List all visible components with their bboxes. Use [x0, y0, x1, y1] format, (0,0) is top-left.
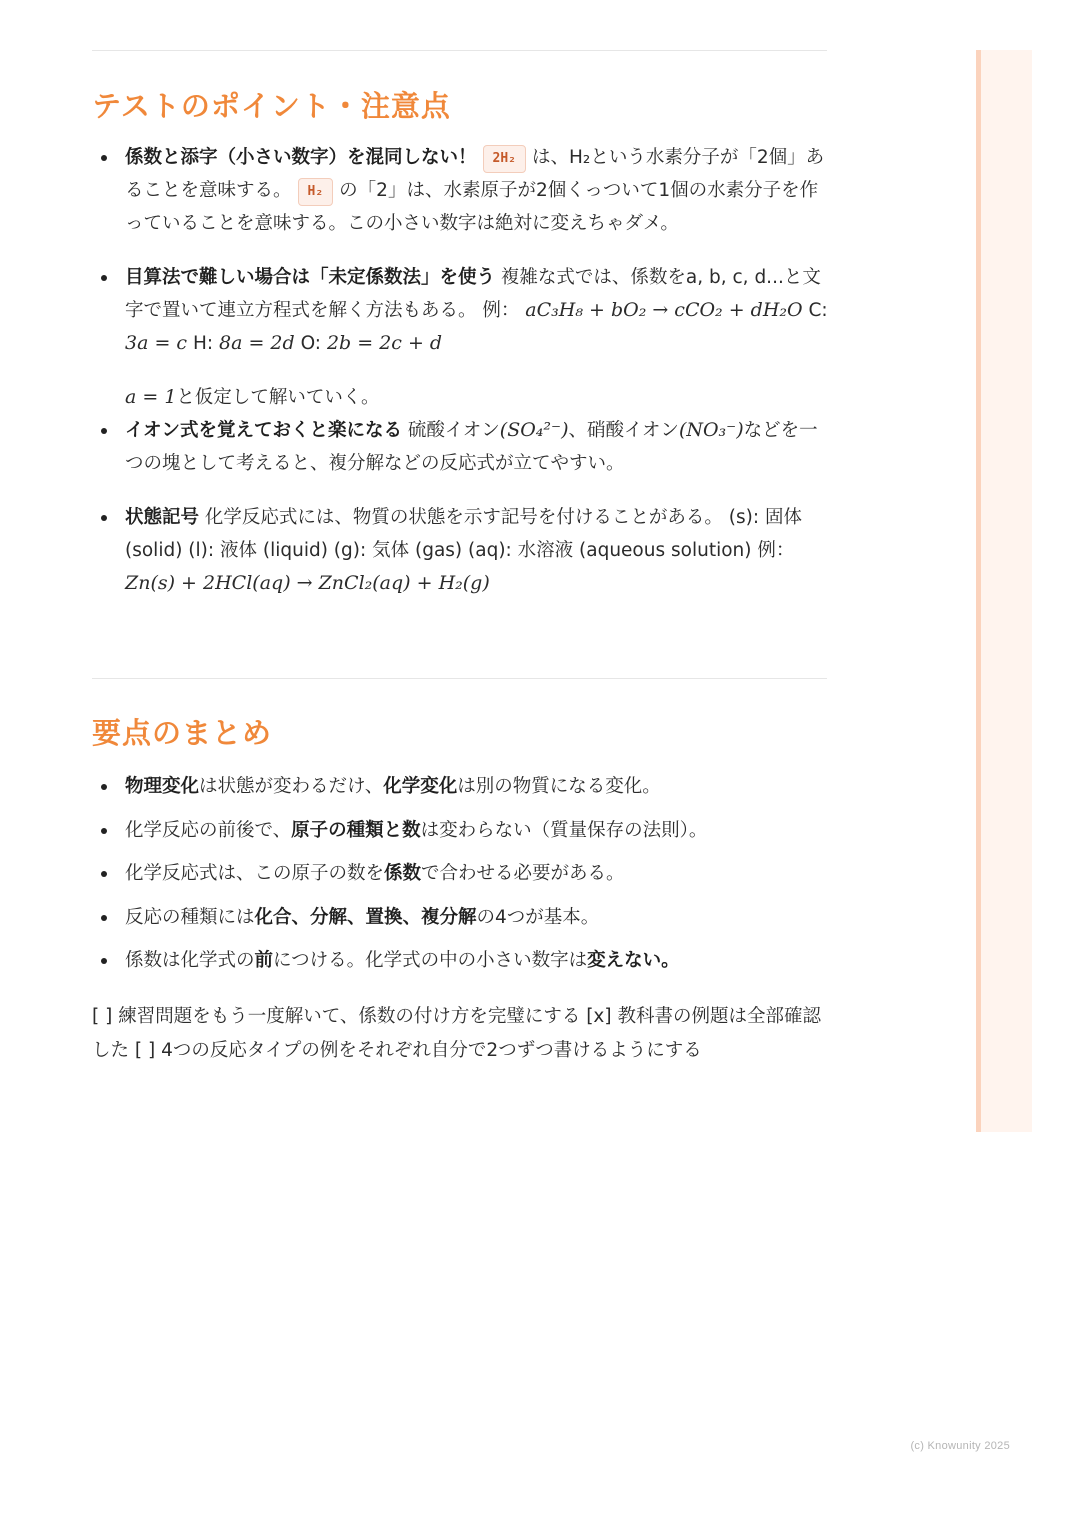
c-label: C: [808, 300, 828, 321]
summary-item [92, 944, 832, 977]
list-item-coefficient [92, 141, 832, 240]
h-label: H: [192, 333, 214, 354]
summary-bold: 変えない。 [587, 950, 680, 971]
o-label: O: [300, 333, 322, 354]
item-text: の「2」は、水素原子が2個くっついて1個の水素分子を作っていることを意味する。この小さい数字は絶対に変えちゃダメ。 [125, 180, 819, 234]
item-text: は、H₂という水素分子が「2個」あることを意味する。 [125, 147, 825, 201]
summary-item [92, 901, 832, 934]
divider-middle [92, 678, 827, 679]
item-bold: 係数と添字（小さい数字）を混同しない！ [125, 147, 477, 168]
summary-bold: 前 [254, 950, 274, 971]
heading-summary: 要点のまとめ [92, 716, 273, 750]
summary-text: 化学反応式は、この原子の数を [125, 863, 385, 884]
summary-text: につける。化学式の中の小さい数字は [273, 950, 588, 971]
checklist-text: [ ] 練習問題をもう一度解いて、係数の付け方を完璧にする [x] 教科書の例題は全部確認した [ ] 4つの反応タイプの例をそれぞれ自分で2つずつ書けるようにする [92, 1006, 821, 1061]
heading-test-points: テストのポイント・注意点 [92, 89, 451, 123]
item-text: 硫酸イオン [407, 420, 500, 441]
list-item-state-symbols [92, 501, 832, 600]
equation-math: aC₃H₈ + bO₂ → cCO₂ + dH₂O [525, 299, 803, 321]
state-example: Zn(s) + 2HCl(aq) → ZnCl₂(aq) + H₂(g) [125, 572, 490, 594]
summary-text: の4つが基本。 [476, 906, 600, 928]
item-bold: 目算法で難しい場合は「未定係数法」を使う [125, 267, 496, 288]
h-equation: 8a = 2d [219, 332, 295, 354]
assumption-line [125, 381, 832, 414]
summary-text: で合わせる必要がある。 [421, 863, 625, 884]
copyright-footer: (c) Knowunity 2025 [910, 1440, 1010, 1452]
item-bold: イオン式を覚えておくと楽になる [125, 420, 402, 441]
list-item-undetermined-coefficients [92, 261, 832, 414]
summary-text: 反応の種類には [125, 906, 255, 928]
side-panel [976, 50, 1032, 1132]
sulfate-ion: (SO₄²⁻) [499, 419, 569, 441]
summary-list [92, 770, 832, 988]
test-points-list [92, 141, 832, 600]
summary-bold: 物理変化 [125, 776, 200, 797]
code-2h2: 2H₂ [483, 145, 526, 173]
item-text: などを一つの塊として考えると、複分解などの反応式が立てやすい。 [125, 420, 818, 474]
nitrate-ion: (NO₃⁻) [678, 419, 744, 441]
item-bold: 状態記号 [125, 507, 200, 528]
item-text: 、硝酸イオン [568, 420, 679, 441]
summary-item [92, 770, 832, 803]
summary-text: 化学反応の前後で、 [125, 819, 292, 841]
summary-bold: 係数 [384, 863, 422, 884]
summary-item [92, 814, 832, 847]
item-text: 化学反応式には、物質の状態を示す記号を付けることがある。 (s): 固体 (solid) (l): 液体 (liquid) (g): 気体 (gas) (aq): 水溶液 (aqueous solution) 例： [125, 507, 802, 561]
assume-math: a = 1 [125, 386, 177, 408]
item-text: 複雑な式では、係数をa, b, c, d...と文字で置いて連立方程式を解く方法もある。 例： [125, 267, 821, 321]
c-equation: 3a = c [125, 332, 188, 354]
summary-item [92, 857, 832, 890]
divider-top [92, 50, 827, 51]
summary-bold: 化合、分解、置換、複分解 [254, 906, 477, 928]
summary-text: は変わらない（質量保存の法則）。 [420, 819, 708, 841]
code-h2: H₂ [298, 178, 334, 206]
list-item-ion-formulas [92, 414, 832, 480]
assume-text: と仮定して解いていく。 [176, 387, 380, 408]
o-equation: 2b = 2c + d [326, 332, 443, 354]
summary-text: 係数は化学式の [125, 950, 255, 971]
summary-text: は別の物質になる変化。 [457, 776, 661, 797]
summary-bold: 原子の種類と数 [291, 819, 421, 841]
summary-bold: 化学変化 [383, 776, 458, 797]
summary-text: は状態が変わるだけ、 [199, 776, 384, 797]
